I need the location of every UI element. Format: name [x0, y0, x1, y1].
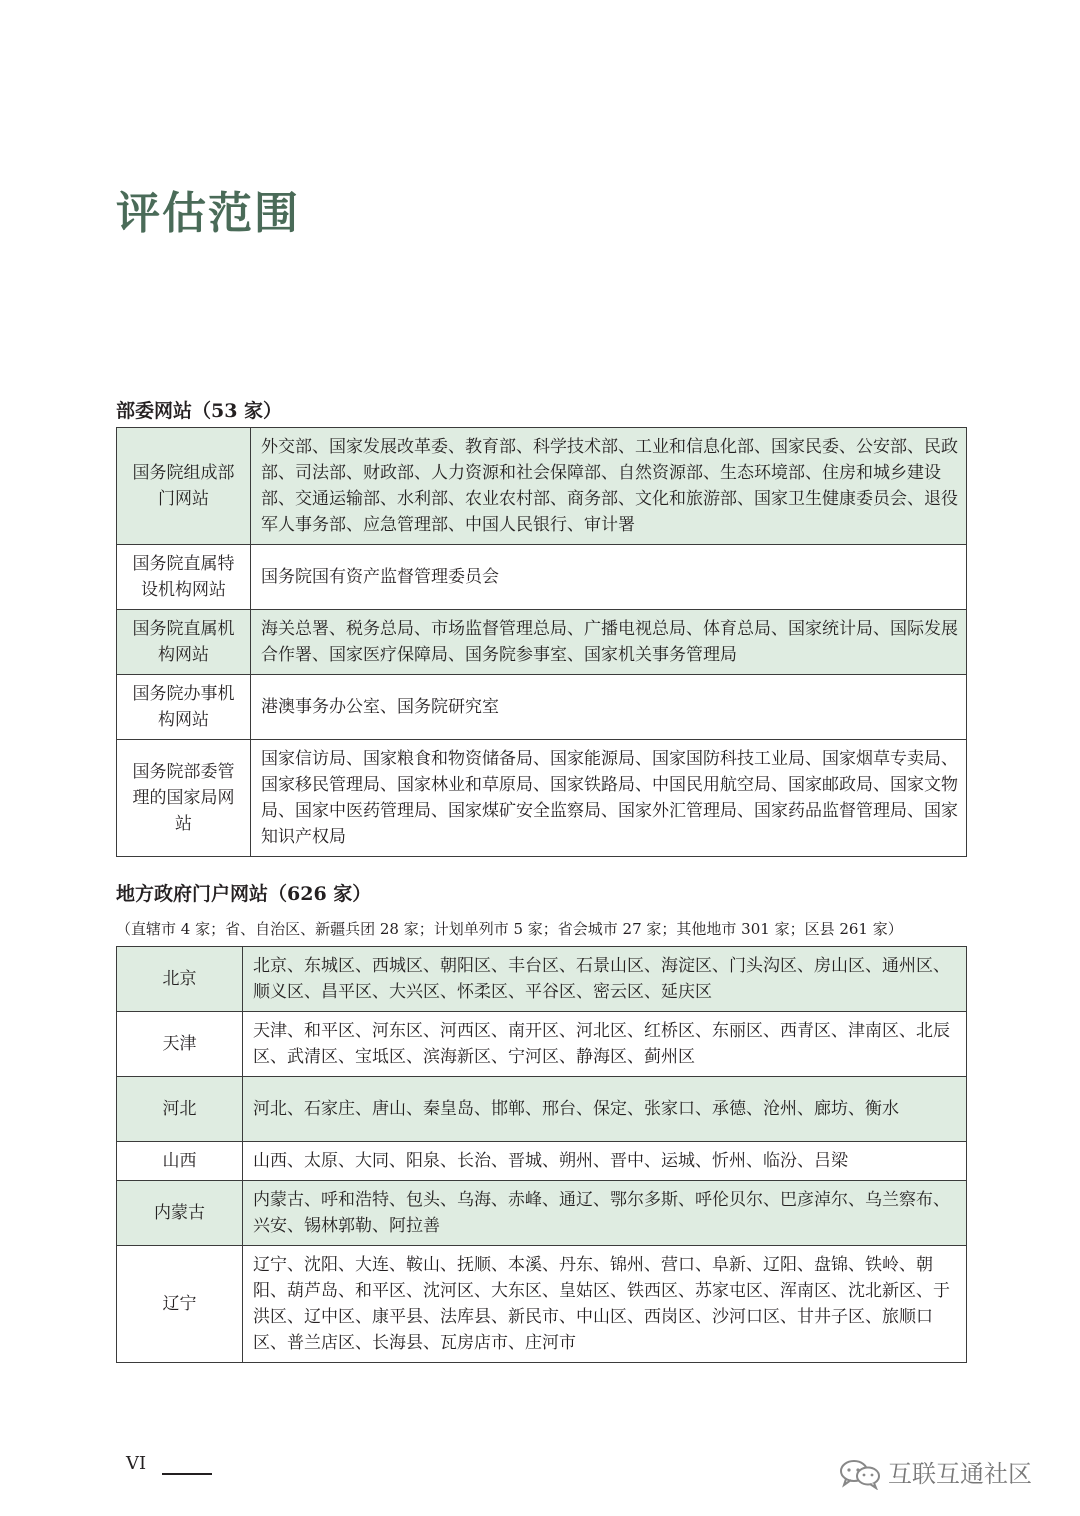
ministry-table	[116, 427, 967, 857]
category-cell: 内蒙古	[117, 1181, 243, 1246]
category-cell: 国务院办事机构网站	[117, 675, 251, 740]
items-cell: 山西、太原、大同、阳泉、长治、晋城、朔州、晋中、运城、忻州、临汾、吕梁	[243, 1142, 967, 1181]
table-row	[117, 610, 967, 675]
items-cell: 辽宁、沈阳、大连、鞍山、抚顺、本溪、丹东、锦州、营口、阜新、辽阳、盘锦、铁岭、朝阳、葫芦岛、和平区、沈河区、大东区、皇姑区、铁西区、苏家屯区、浑南区、沈北新区、于洪区、辽中区、康平县、法库县、新民市、中山区、西岗区、沙河口区、甘井子区、旅顺口区、普兰店区、长海县、瓦房店市、庄河市	[243, 1246, 967, 1363]
items-cell: 海关总署、税务总局、市场监督管理总局、广播电视总局、体育总局、国家统计局、国际发展合作署、国家医疗保障局、国务院参事室、国家机关事务管理局	[251, 610, 967, 675]
table-row	[117, 1181, 967, 1246]
category-cell: 山西	[117, 1142, 243, 1181]
items-cell: 天津、和平区、河东区、河西区、南开区、河北区、红桥区、东丽区、西青区、津南区、北辰区、武清区、宝坻区、滨海新区、宁河区、静海区、蓟州区	[243, 1012, 967, 1077]
items-cell: 港澳事务办公室、国务院研究室	[251, 675, 967, 740]
page-title: 评估范围	[116, 188, 300, 239]
items-cell: 外交部、国家发展改革委、教育部、科学技术部、工业和信息化部、国家民委、公安部、民政部、司法部、财政部、人力资源和社会保障部、自然资源部、生态环境部、住房和城乡建设部、交通运输部、水利部、农业农村部、商务部、文化和旅游部、国家卫生健康委员会、退役军人事务部、应急管理部、中国人民银行、审计署	[251, 428, 967, 545]
category-cell: 国务院直属特设机构网站	[117, 545, 251, 610]
category-cell: 国务院直属机构网站	[117, 610, 251, 675]
category-cell: 国务院组成部门网站	[117, 428, 251, 545]
category-cell: 辽宁	[117, 1246, 243, 1363]
items-cell: 河北、石家庄、唐山、秦皇岛、邯郸、邢台、保定、张家口、承德、沧州、廊坊、衡水	[243, 1077, 967, 1142]
table-row	[117, 675, 967, 740]
table-row	[117, 1077, 967, 1142]
items-cell: 国务院国有资产监督管理委员会	[251, 545, 967, 610]
local-section-heading: 地方政府门户网站（626 家）	[116, 883, 372, 905]
category-cell: 天津	[117, 1012, 243, 1077]
local-section-note: （直辖市 4 家；省、自治区、新疆兵团 28 家；计划单列市 5 家；省会城市 27 家；其他地市 301 家；区县 261 家）	[116, 920, 903, 938]
local-table	[116, 946, 967, 1363]
table-row	[117, 1142, 967, 1181]
page-number: VI	[126, 1453, 147, 1474]
watermark-text: 互联互通社区	[888, 1460, 1032, 1488]
items-cell: 内蒙古、呼和浩特、包头、乌海、赤峰、通辽、鄂尔多斯、呼伦贝尔、巴彦淖尔、乌兰察布、兴安、锡林郭勒、阿拉善	[243, 1181, 967, 1246]
table-row	[117, 1012, 967, 1077]
category-cell: 河北	[117, 1077, 243, 1142]
ministry-section-heading: 部委网站（53 家）	[116, 400, 283, 422]
items-cell: 国家信访局、国家粮食和物资储备局、国家能源局、国家国防科技工业局、国家烟草专卖局、国家移民管理局、国家林业和草原局、国家铁路局、中国民用航空局、国家邮政局、国家文物局、国家中医药管理局、国家煤矿安全监察局、国家外汇管理局、国家药品监督管理局、国家知识产权局	[251, 740, 967, 857]
table-row	[117, 428, 967, 545]
chat-bubbles-icon	[838, 1458, 882, 1490]
items-cell: 北京、东城区、西城区、朝阳区、丰台区、石景山区、海淀区、门头沟区、房山区、通州区、顺义区、昌平区、大兴区、怀柔区、平谷区、密云区、延庆区	[243, 947, 967, 1012]
watermark	[838, 1458, 1032, 1490]
table-row	[117, 740, 967, 857]
category-cell: 北京	[117, 947, 243, 1012]
category-cell: 国务院部委管理的国家局网站	[117, 740, 251, 857]
table-row	[117, 1246, 967, 1363]
table-row	[117, 947, 967, 1012]
table-row	[117, 545, 967, 610]
footer-underline	[162, 1473, 212, 1475]
